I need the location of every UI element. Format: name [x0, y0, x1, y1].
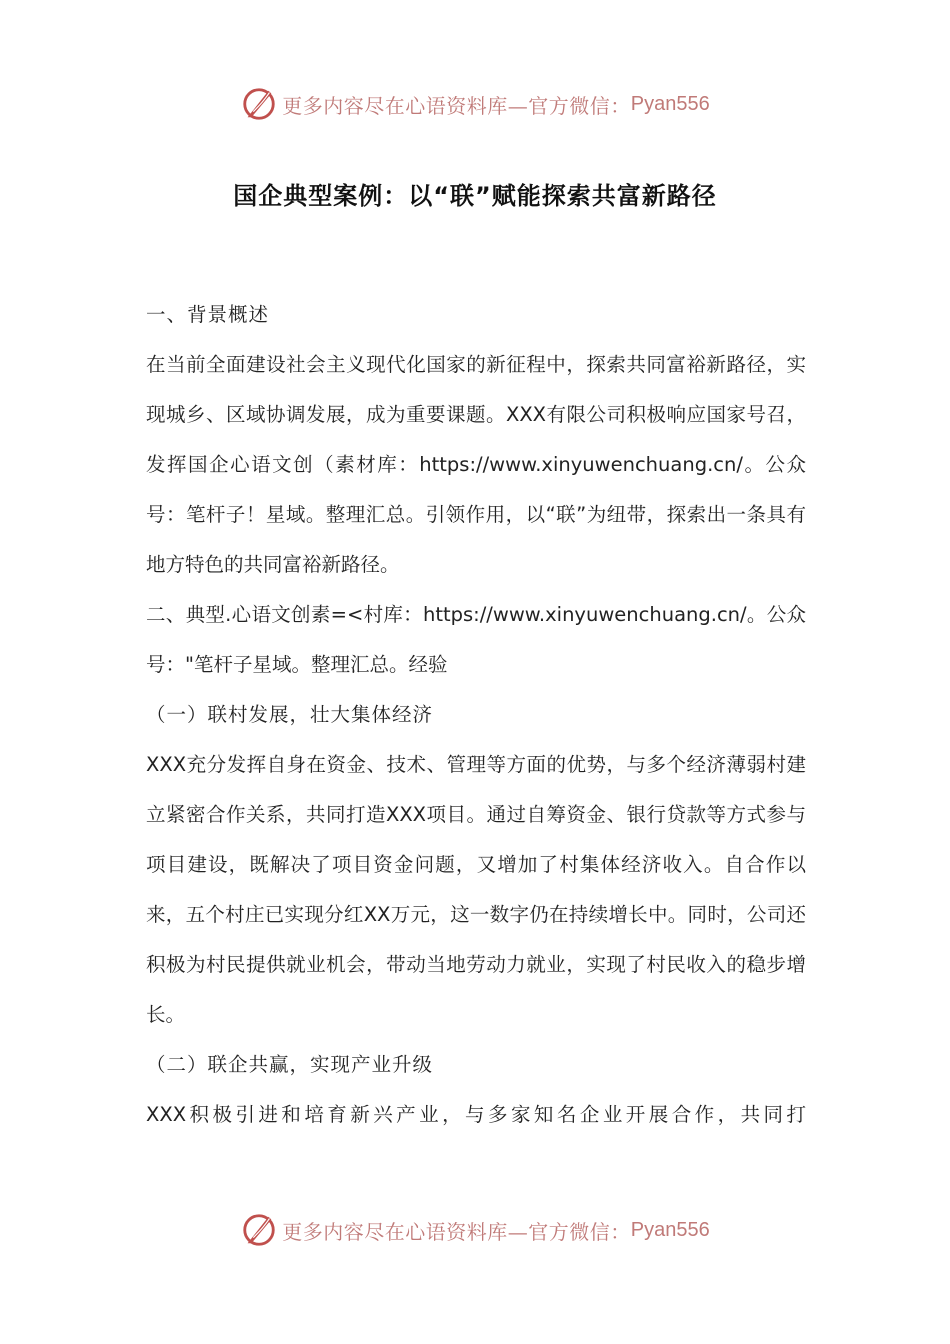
section-heading-background: 一、背景概述 — [146, 303, 270, 326]
quill-logo-icon — [240, 85, 278, 123]
subheading-village-development: （一）联村发展，壮大集体经济 — [146, 703, 434, 726]
paragraph-enterprise-cooperation: XXX积极引进和培育新兴产业，与多家知名企业开展合作，共同打 — [146, 1103, 806, 1126]
banner-wechat-id: Pyan556 — [630, 1218, 710, 1241]
quill-logo-icon — [240, 1211, 278, 1249]
footer-watermark-banner — [0, 1208, 950, 1252]
document-title: 国企典型案例：以“联”赋能探索共富新路径 — [233, 182, 717, 210]
banner-wechat-id: Pyan556 — [630, 92, 710, 115]
paragraph-village-development: XXX充分发挥自身在资金、技术、管理等方面的优势，与多个经济薄弱村建立紧密合作关系，共同打造XXX项目。通过自筹资金、银行贷款等方式参与项目建设，既解决了项目资金问题，又增加了村集体经济收入。自合作以来，五个村庄已实现分红XX万元，这一数字仍在持续增长中。同时，公司还积极为村民提供就业机会，带动当地劳动力就业，实现了村民收入的稳步增长。 — [146, 753, 806, 1026]
banner-text: 更多内容尽在心语资料库—官方微信： — [282, 1219, 631, 1244]
subheading-enterprise-cooperation: （二）联企共赢，实现产业升级 — [146, 1053, 434, 1076]
banner-text: 更多内容尽在心语资料库—官方微信： — [282, 93, 631, 118]
section-heading-experience: 二、典型.心语文创素=<村库：https://www.xinyuwenchuang.cn/。公众号："笔杆子星域。整理汇总。经验 — [146, 603, 806, 676]
document-body — [146, 290, 806, 1140]
paragraph-background: 在当前全面建设社会主义现代化国家的新征程中，探索共同富裕新路径，实现城乡、区域协调发展，成为重要课题。XXX有限公司积极响应国家号召，发挥国企心语文创（素材库：https://www.xinyuwenchuang.cn/。公众号：笔杆子！星域。整理汇总。引领作用，以“联”为纽带，探索出一条具有地方特色的共同富裕新路径。 — [146, 353, 806, 576]
header-watermark-banner — [0, 82, 950, 126]
